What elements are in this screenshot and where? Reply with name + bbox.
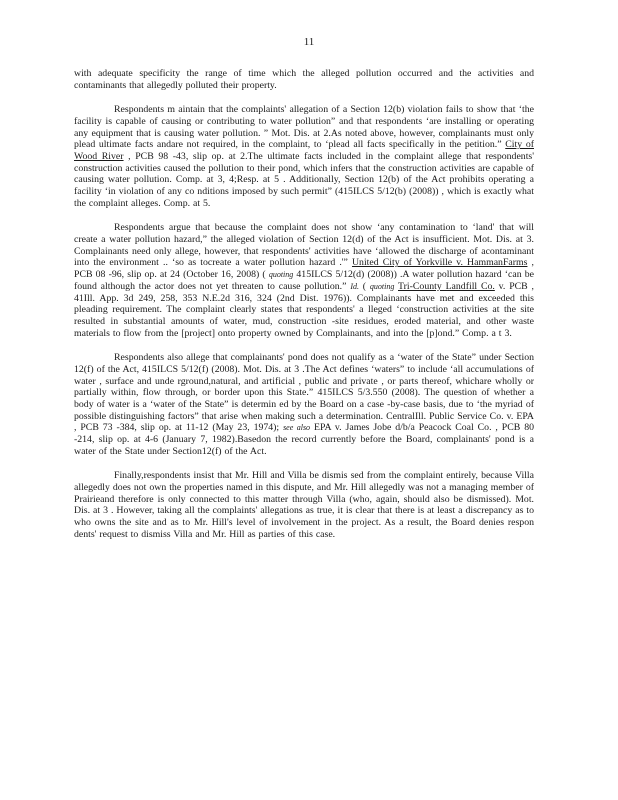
text-run: , PCB 98 -43, slip op. at 2.The ultimate facts included in the complaint allege that respondents' construction activities caused the pollution to their pond, which infers that the construction activities are capable of causing water pollution. Comp. at 3, 4;Resp. at 5 . Additionally, Section 12(b) of the Act prohibits operating a facility ‘in violation of any co nditions imposed by such permit” (415ILCS 5/12(b) (2008)) , which is exactly what the complaint alleges. Comp. at 5.	[74, 151, 535, 209]
text-run: v. PCB , 41Ill. App. 3d 249, 258, 353 N.E.2d 316, 324 (2nd Dist. 1976)). Complainants have met and exceeded this pleading requirement. The complaint clearly states that respondents' a lleged ‘construction activities at the site resulted in substantial amounts of water, mud, construction -site residues, eroded material, and other waste materials to flow from the [project] onto property owned by Complainants, and into the [p]ond.” Comp. a t 3.	[74, 280, 534, 339]
text-run: EPA v. James Jobe d/b/a Peacock Coal Co. , PCB 80 -214, slip op. at 4-6 (January 7, 1982).Basedon the record currently before the Board, complainants' pond is a water of the State under Section12(f) of the Act.	[74, 422, 534, 457]
text-run: with adequate specificity the range of time which the alleged pollution occurred and the activities and contaminants that allegedly polluted their property.	[74, 68, 534, 91]
paragraph	[74, 470, 534, 540]
paragraph	[74, 104, 534, 209]
text-run: Finally,respondents insist that Mr. Hill and Villa be dismis sed from the complaint entirely, because Villa allegedly does not own the properties named in this dispute, and Mr. Hill allegedly was not a managing member of Prairieand therefore is only connected to this matter through Villa (who, again, should also be dismissed). Mot. Dis. at 3 . However, taking all the complaints' allegations as true, it is clear that there is at least a discrepancy as to who owns the site and as to Mr. Hill's level of involvement in the project. As a result, the Board denies respon dents' request to dismiss Villa and Mr. Hill as parties of this case.	[74, 470, 534, 540]
paragraph	[74, 352, 534, 457]
signal-word: quoting	[369, 281, 395, 291]
text-run: 415ILCS 5/12(d) (2008)) .A water pollution hazard ‘can be found although the actor does not yet threaten to cause pollution.”	[74, 269, 534, 292]
case-citation: City of Wood River	[74, 139, 534, 163]
text-run: Respondents m aintain that the complaints' allegation of a Section 12(b) violation fails to show that ‘the facility is capable of causing or contributing to water pollution” and that respondents ‘are installing or operating any equipment that is causing water pollution. ” Mot. Dis. at 2.As noted above, however, complainants must only plead ultimate facts andare not required, in the complaint, to ‘plead all facts specifically in the petition.”	[74, 104, 534, 151]
page-number: 11	[303, 36, 315, 48]
signal-word: see also	[283, 423, 311, 433]
text-run: , PCB 08 -96, slip op. at 24 (October 16, 2008) (	[74, 257, 534, 281]
text-run: Respondents argue that because the complaint does not show ‘any contamination to ‘land' that will create a water pollution hazard,” the alleged violation of Section 12(d) of the Act is insufficient. Mot. Dis. at 3. Complainants need only allege, however, that respondents' activities have ‘allowed the discharge of acontaminant into the environment .. ‘so as tocreate a water pollution hazard .'”	[74, 222, 534, 269]
signal-word: Id.	[350, 281, 359, 291]
paragraph	[74, 222, 534, 339]
case-citation: Tri-County Landfill Co.	[398, 280, 495, 292]
text-run: (	[358, 280, 370, 292]
signal-word: quoting	[268, 270, 294, 280]
body-text	[74, 68, 534, 553]
case-citation: United City of Yorkville v. HammanFarms	[351, 257, 528, 269]
paragraph	[74, 68, 534, 91]
text-run: Respondents also allege that complainants' pond does not qualify as a ‘water of the State” under Section 12(f) of the Act, 415ILCS 5/12(f) (2008). Mot. Dis. at 3 .The Act defines ‘waters” to include ‘all accumulations of water , surface and unde rground,natural, and artificial , public and private , or parts thereof, whichare wholly or partially within, flow through, or border upon this State.” 415ILCS 5/3.550 (2008). The question of whether a body of water is a ‘water of the State” is determin ed by the Board on a case -by-case basis, due to ‘the myriad of possible distinguishing factors” that arise when making such a determination. CentralIll. Public Service Co. v. EPA , PCB 73 -384, slip op. at 11-12 (May 23, 1974);	[74, 352, 534, 434]
